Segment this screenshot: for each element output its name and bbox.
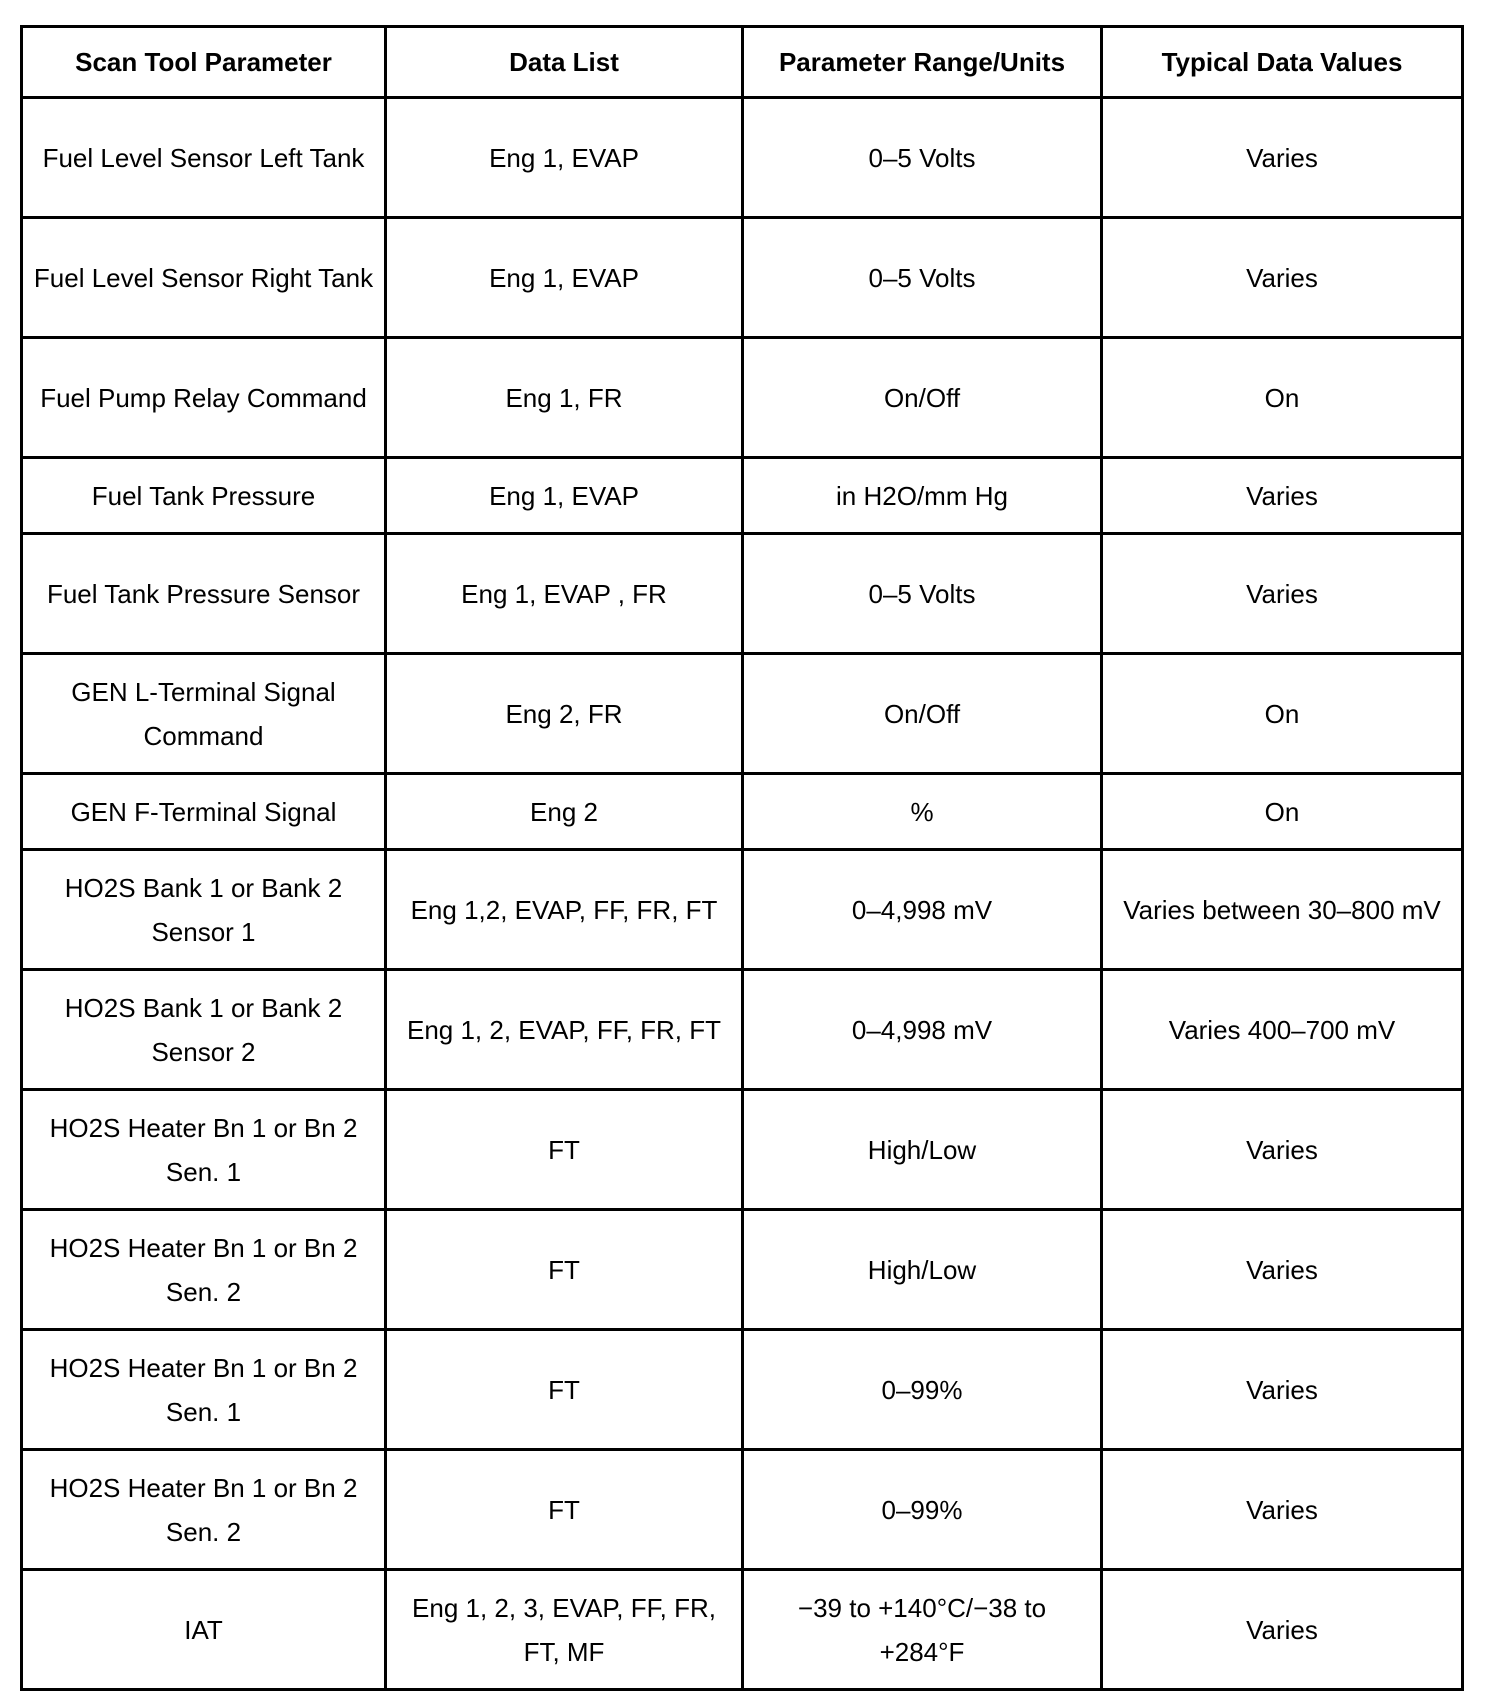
- cell-data-list: Eng 2, FR: [386, 654, 743, 774]
- cell-data-list: Eng 1, 2, 3, EVAP, FF, FR, FT, MF: [386, 1570, 743, 1690]
- cell-typical: On: [1102, 338, 1463, 458]
- cell-data-list: FT: [386, 1330, 743, 1450]
- table-row: [22, 1330, 1463, 1450]
- cell-typical: Varies: [1102, 1570, 1463, 1690]
- cell-typical: Varies 400–700 mV: [1102, 970, 1463, 1090]
- cell-range: 0–99%: [743, 1330, 1102, 1450]
- cell-data-list: Eng 1, EVAP , FR: [386, 534, 743, 654]
- cell-parameter: HO2S Heater Bn 1 or Bn 2 Sen. 1: [22, 1090, 386, 1210]
- cell-range: 0–5 Volts: [743, 98, 1102, 218]
- cell-parameter: HO2S Bank 1 or Bank 2 Sensor 2: [22, 970, 386, 1090]
- cell-range: 0–4,998 mV: [743, 970, 1102, 1090]
- cell-range: High/Low: [743, 1090, 1102, 1210]
- cell-data-list: Eng 1, 2, EVAP, FF, FR, FT: [386, 970, 743, 1090]
- cell-range: %: [743, 774, 1102, 850]
- cell-parameter: Fuel Tank Pressure Sensor: [22, 534, 386, 654]
- cell-typical: Varies: [1102, 1330, 1463, 1450]
- table-row: [22, 1210, 1463, 1330]
- table-row: [22, 654, 1463, 774]
- cell-range: −39 to +140°C/−38 to +284°F: [743, 1570, 1102, 1690]
- cell-typical: On: [1102, 774, 1463, 850]
- cell-parameter: Fuel Pump Relay Command: [22, 338, 386, 458]
- table-row: [22, 1090, 1463, 1210]
- cell-typical: On: [1102, 654, 1463, 774]
- cell-parameter: Fuel Tank Pressure: [22, 458, 386, 534]
- table-row: [22, 98, 1463, 218]
- cell-typical: Varies: [1102, 458, 1463, 534]
- cell-parameter: HO2S Bank 1 or Bank 2 Sensor 1: [22, 850, 386, 970]
- scan-tool-data-table: [20, 25, 1464, 1691]
- table-row: [22, 970, 1463, 1090]
- table-row: [22, 850, 1463, 970]
- cell-data-list: Eng 2: [386, 774, 743, 850]
- cell-parameter: HO2S Heater Bn 1 or Bn 2 Sen. 2: [22, 1450, 386, 1570]
- cell-typical: Varies: [1102, 98, 1463, 218]
- table-row: [22, 1570, 1463, 1690]
- cell-parameter: HO2S Heater Bn 1 or Bn 2 Sen. 2: [22, 1210, 386, 1330]
- cell-data-list: Eng 1,2, EVAP, FF, FR, FT: [386, 850, 743, 970]
- header-data-list: Data List: [386, 27, 743, 98]
- table-row: [22, 218, 1463, 338]
- cell-typical: Varies between 30–800 mV: [1102, 850, 1463, 970]
- header-typical-data-values: Typical Data Values: [1102, 27, 1463, 98]
- cell-typical: Varies: [1102, 1090, 1463, 1210]
- cell-typical: Varies: [1102, 1450, 1463, 1570]
- cell-data-list: Eng 1, EVAP: [386, 458, 743, 534]
- table-header-row: [22, 27, 1463, 98]
- cell-parameter: Fuel Level Sensor Right Tank: [22, 218, 386, 338]
- cell-parameter: Fuel Level Sensor Left Tank: [22, 98, 386, 218]
- table-row: [22, 534, 1463, 654]
- cell-data-list: Eng 1, EVAP: [386, 98, 743, 218]
- cell-data-list: Eng 1, FR: [386, 338, 743, 458]
- cell-range: On/Off: [743, 654, 1102, 774]
- cell-parameter: IAT: [22, 1570, 386, 1690]
- cell-parameter: GEN F-Terminal Signal: [22, 774, 386, 850]
- table-row: [22, 458, 1463, 534]
- cell-range: High/Low: [743, 1210, 1102, 1330]
- header-parameter-range-units: Parameter Range/Units: [743, 27, 1102, 98]
- cell-typical: Varies: [1102, 534, 1463, 654]
- table-row: [22, 1450, 1463, 1570]
- cell-data-list: Eng 1, EVAP: [386, 218, 743, 338]
- cell-range: 0–5 Volts: [743, 218, 1102, 338]
- cell-data-list: FT: [386, 1210, 743, 1330]
- table-row: [22, 338, 1463, 458]
- cell-range: 0–4,998 mV: [743, 850, 1102, 970]
- cell-range: 0–99%: [743, 1450, 1102, 1570]
- cell-range: On/Off: [743, 338, 1102, 458]
- cell-parameter: HO2S Heater Bn 1 or Bn 2 Sen. 1: [22, 1330, 386, 1450]
- cell-typical: Varies: [1102, 1210, 1463, 1330]
- cell-parameter: GEN L-Terminal Signal Command: [22, 654, 386, 774]
- header-scan-tool-parameter: Scan Tool Parameter: [22, 27, 386, 98]
- table-row: [22, 774, 1463, 850]
- cell-typical: Varies: [1102, 218, 1463, 338]
- cell-range: 0–5 Volts: [743, 534, 1102, 654]
- cell-data-list: FT: [386, 1090, 743, 1210]
- cell-data-list: FT: [386, 1450, 743, 1570]
- cell-range: in H2O/mm Hg: [743, 458, 1102, 534]
